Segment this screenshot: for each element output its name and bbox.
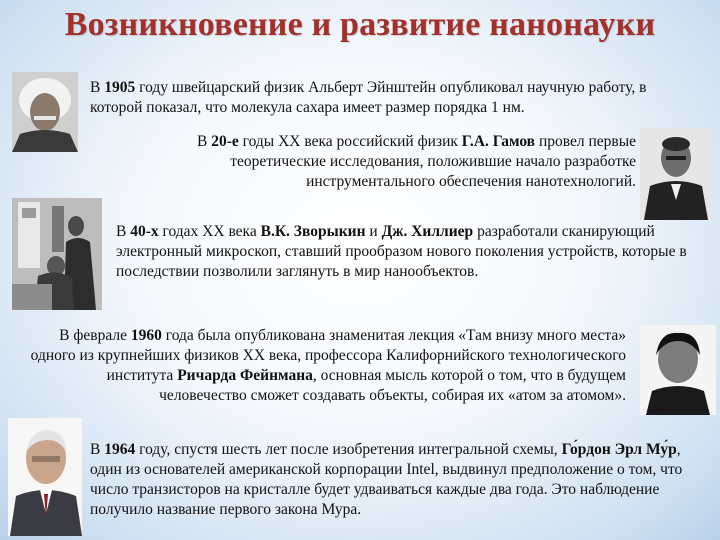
- slide-title: Возникновение и развитие нанонауки: [64, 6, 656, 43]
- body-text: , один из основателей американской корпорации Intel, выдвинул предположение о том, что число транзисторов на кристалле будет удваиваться каждые два года. Это наблюдение получило название первого закона Мура.: [90, 441, 683, 518]
- body-text: и: [365, 223, 382, 240]
- paragraph-einstein: [90, 78, 690, 118]
- emphasis-text: 1960: [130, 327, 162, 344]
- body-text: годах XX века: [158, 223, 261, 240]
- paragraph-gamow: [110, 132, 636, 192]
- paragraph-moore: [90, 440, 702, 520]
- emphasis-text: Дж. Хиллиер: [381, 223, 474, 240]
- paragraph-zworykin-hillier: [116, 222, 696, 282]
- emphasis-text: 1905: [104, 79, 136, 96]
- einstein-portrait-image: [12, 72, 78, 152]
- body-text: году швейцарский физик Альберт Эйнштейн опубликовал научную работу, в которой показал, что молекула сахара имеет размер порядка 1 нм.: [90, 79, 647, 116]
- body-text: В: [90, 441, 105, 458]
- body-text: В: [90, 79, 105, 96]
- gamow-portrait-image: [640, 128, 712, 220]
- electron-microscope-image: [12, 198, 102, 310]
- emphasis-text: 40-х: [130, 223, 159, 240]
- body-text: годы XX века российский физик: [238, 133, 462, 150]
- moore-portrait-image: [8, 418, 82, 536]
- emphasis-text: В.К. Зворыкин: [260, 223, 366, 240]
- emphasis-text: Ричарда Фейнмана: [177, 367, 313, 384]
- body-text: провел первые теоретические исследования, положившие начало разработке инструментального обеспечения нанотехнологий.: [230, 133, 636, 190]
- emphasis-text: 20-е: [211, 133, 239, 150]
- einstein-photo: [12, 72, 78, 152]
- body-text: году, спустя шесть лет после изобретения интегральной схемы,: [135, 441, 562, 458]
- emphasis-text: 1964: [104, 441, 136, 458]
- feynman-portrait-image: [640, 325, 716, 415]
- body-text: года была опубликована знаменитая лекция «Там внизу много места» одного из крупнейших физиков XX века, профессора Калифорнийского технологического института: [30, 327, 626, 384]
- paragraph-feynman: [18, 326, 626, 406]
- body-text: разработали сканирующий электронный микроскоп, ставший прообразом нового поколения устройств, которые в последствии позволили заглянуть в мир нанообъектов.: [116, 223, 687, 280]
- emphasis-text: Г.А. Гамов: [461, 133, 536, 150]
- moore-photo: [8, 418, 82, 536]
- feynman-photo: [640, 325, 716, 415]
- emphasis-text: Го́рдон Эрл Му́р: [561, 441, 677, 458]
- body-text: В: [116, 223, 131, 240]
- body-text: , основная мысль которой о том, что в будущем человечество сможет создавать объекты, собирая их «атом за атомом».: [159, 367, 626, 404]
- microscope-photo: [12, 198, 102, 310]
- gamow-photo: [640, 128, 712, 220]
- body-text: В феврале: [59, 327, 131, 344]
- body-text: В: [196, 133, 212, 150]
